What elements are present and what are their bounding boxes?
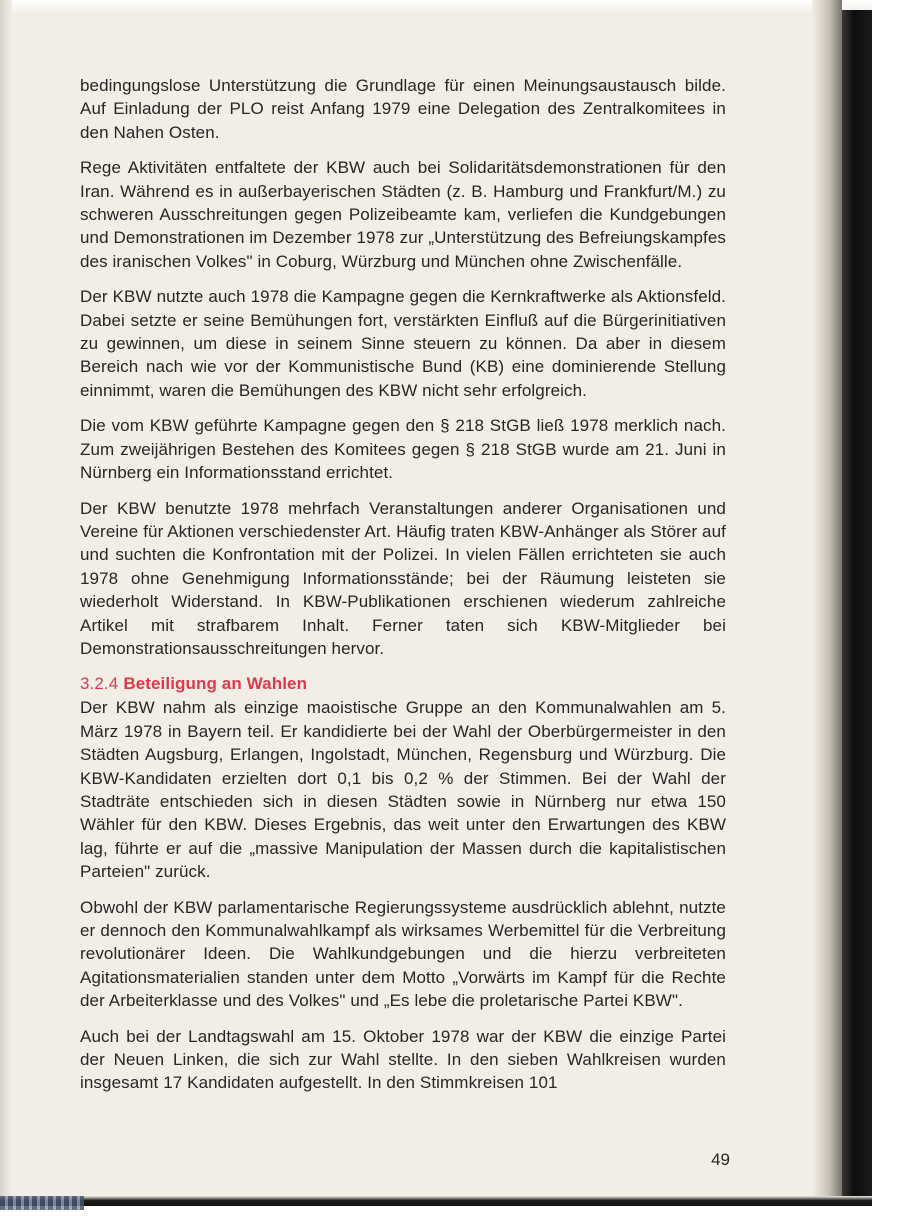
book-spine: [842, 10, 872, 1200]
spine-shadow: [812, 0, 842, 1228]
section-title: Beteiligung an Wahlen: [123, 674, 308, 694]
paragraph: Die vom KBW geführte Kampagne gegen den § 218 StGB ließ 1978 merklich nach. Zum zweijährigen Bestehen des Komitees gegen § 218 StGB wurde am 21. Juni in Nürnberg ein Informationsstand errichtet.: [80, 416, 726, 483]
page-top-edge: [0, 0, 900, 14]
scan-margin-right: [872, 0, 900, 1228]
page-number: 49: [711, 1150, 730, 1169]
scan-margin-bottom: [0, 1206, 900, 1228]
paragraph: Obwohl der KBW parlamentarische Regierungssysteme ausdrücklich ablehnt, nutzte er dennoch den Kommunalwahlkampf als wirksames Werbemittel für die Verbreitung revolutionärer Ideen. Die Wahlkundgebungen und die hierzu verbreiteten Agitationsmaterialien standen unter dem Motto „Vorwärts im Kampf für die Rechte der Arbeiterklasse und des Volkes" und „Es lebe die proletarische Partei KBW".: [80, 897, 726, 1011]
document-body: [80, 74, 726, 1107]
paragraph: Der KBW nutzte auch 1978 die Kampagne gegen die Kernkraftwerke als Aktionsfeld. Dabei setzte er seine Bemühungen fort, verstärkten Einfluß auf die Bürgerinitiativen zu gewinnen, um diese in seinem Sinne steuern zu können. Da aber in diesem Bereich nach wie vor der Kommunistische Bund (KB) eine dominierende Stellung einnimmt, waren die Bemühungen des KBW nicht sehr erfolgreich.: [80, 287, 726, 400]
page-bottom-edge: [0, 1196, 872, 1206]
paragraph: Der KBW benutzte 1978 mehrfach Veranstaltungen anderer Organisationen und Vereine für Aktionen verschiedenster Art. Häufig traten KBW-Anhänger als Störer auf und suchten die Konfrontation mit der Polizei. In vielen Fällen errichteten sie auch 1978 ohne Genehmigung Informationsstände; bei der Räumung leisteten sie wiederholt Widerstand. In KBW-Publikationen erschienen wiederum zahlreiche Artikel mit strafbarem Inhalt. Ferner taten sich KBW-Mitglieder bei Demonstrationsausschreitungen hervor.: [80, 498, 726, 658]
paragraph: Der KBW nahm als einzige maoistische Gruppe an den Kommunalwahlen am 5. März 1978 in Bayern teil. Er kandidierte bei der Wahl der Oberbürgermeister in den Städten Augsburg, Erlangen, Ingolstadt, München, Regensburg und Würzburg. Die KBW-Kandidaten erzielten dort 0,1 bis 0,2 % der Stimmen. Bei der Wahl der Stadträte entschieden sich in diesen Städten sowie in Nürnberg nur etwa 150 Wähler für den KBW. Dieses Ergebnis, das weit unter den Erwartungen des KBW lag, führte er auf die „massive Manipulation der Massen durch die kapitalistischen Parteien" zurück.: [80, 698, 726, 882]
paragraph: Rege Aktivitäten entfaltete der KBW auch bei Solidaritätsdemonstrationen für den Iran. Während es in außerbayerischen Städten (z. B. Hamburg und Frankfurt/M.) zu schweren Ausschreitungen gegen Polizeibeamte kam, verliefen die Kundgebungen und Demonstrationen im Dezember 1978 zur „Unterstützung des Befreiungskampfes des iranischen Volkes" in Coburg, Würzburg und München ohne Zwischenfälle.: [80, 158, 726, 271]
section-heading: [80, 672, 726, 696]
scan-corner-mark: [0, 1196, 84, 1210]
section-number: 3.2.4: [80, 674, 119, 694]
page-left-shadow: [0, 0, 12, 1228]
paragraph: bedingungslose Unterstützung die Grundlage für einen Meinungsaustausch bilde. Auf Einladung der PLO reist Anfang 1979 eine Delegation des Zentralkomitees in den Nahen Osten.: [80, 76, 726, 142]
paragraph: Auch bei der Landtagswahl am 15. Oktober 1978 war der KBW die einzige Partei der Neuen Linken, die sich zur Wahl stellte. In den sieben Wahlkreisen wurden insgesamt 17 Kandidaten aufgestellt. In den Stimmkreisen 101: [80, 1026, 726, 1093]
